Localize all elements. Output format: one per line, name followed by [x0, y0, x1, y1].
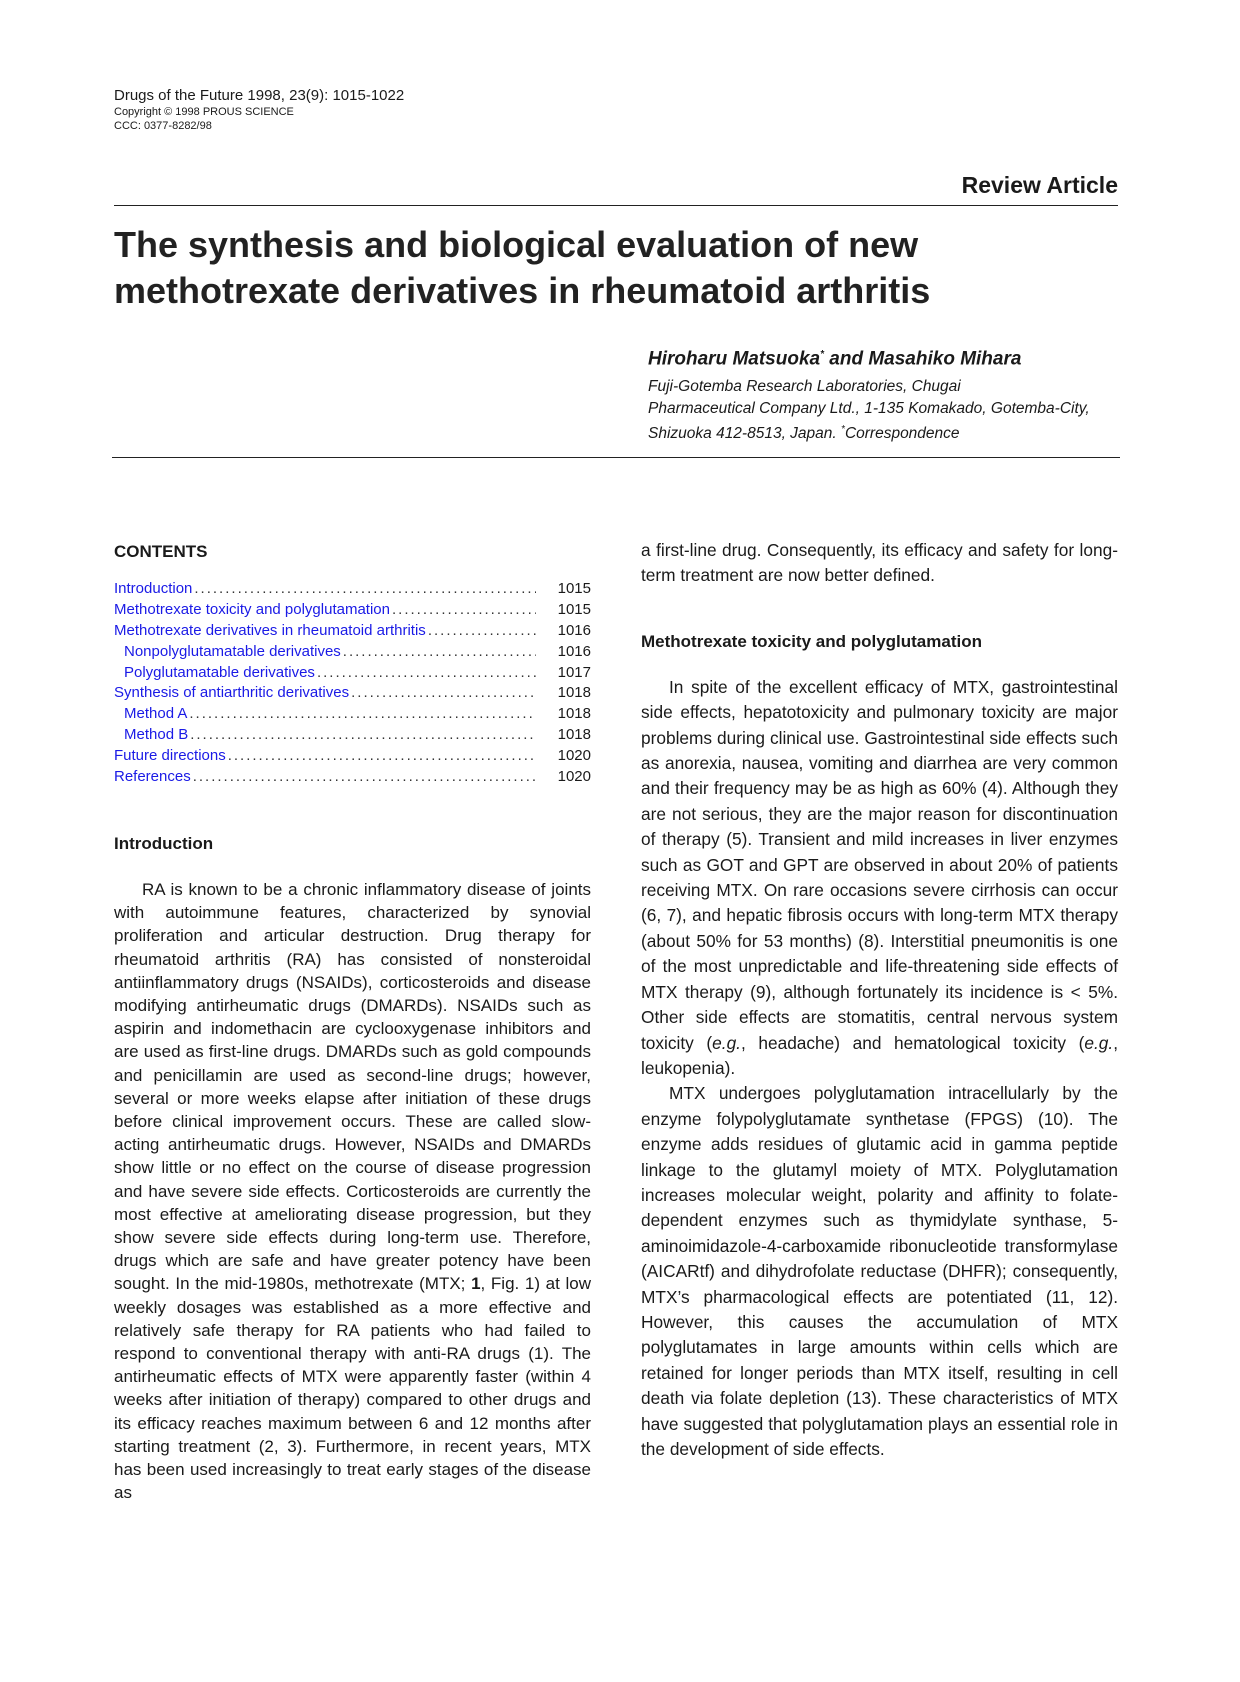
toc-page: 1016 — [557, 621, 591, 639]
author-first: Hiroharu Matsuoka — [648, 348, 821, 370]
toc-leader — [390, 600, 536, 621]
intro-text-1: RA is known to be a chronic inflammatory disease of joints with autoimmune features, characterized by synovial proliferation and articular destruction. Drug therapy for rheumatoid arthritis (RA) has consisted of nonsteroidal antiinflammatory drugs (NSAIDs), corticosteroids and disease modifying antirheumatic drugs (DMARDs). NSAIDs such as aspirin and indomethacin are cyclooxygenase inhibitors and are used as first-line drugs. DMARDs such as gold compounds and penicillamin are used as second-line drugs; however, several or more weeks elapse after initiation of these drugs before clinical improvement occurs. These are called slow-acting antirheumatic drugs. However, NSAIDs and DMARDs show little or no effect on the course of disease progression and have severe side effects. Corticosteroids are currently the most effective at ameliorating disease progression, but they show severe side effects during long-term use. Therefore, drugs which are safe and have greater potency have been sought. In the mid-1980s, methotrexate (MTX; — [114, 879, 591, 1294]
toc-item[interactable] — [114, 683, 591, 704]
toxicity-paragraph-2: MTX undergoes polyglutamation intracellularly by the enzyme folypolyglutamate synthetase (FPGS) (10). The enzyme adds residues of glutamic acid in gamma peptide linkage to the glutamyl moiety of MTX. Polyglutamation increases molecular weight, polarity and affinity to folate-dependent enzymes such as thymidylate synthase, 5-aminoimidazole-4-carboxamide ribonucleotide transformylase (AICARtf) and dihydrofolate reductase (DHFR); consequently, MTX’s pharmacological effects are potentiated (11, 12). However, this causes the accumulation of MTX polyglutamates in large amounts within cells which are retained for longer periods than MTX itself, resulting in cell death via folate depletion (13). These characteristics of MTX have suggested that polyglutamation plays an essential role in the development of side effects. — [641, 1083, 1118, 1459]
journal-info — [114, 86, 404, 133]
title-block-rule — [112, 457, 1120, 458]
toc-link[interactable]: Polyglutamatable derivatives — [124, 663, 315, 681]
table-of-contents — [114, 579, 591, 788]
toc-link[interactable]: Introduction — [114, 580, 193, 597]
toc-leader — [191, 767, 536, 788]
toc-item[interactable] — [114, 579, 591, 600]
introduction-continuation: a first-line drug. Consequently, its efficacy and safety for long-term treatment are now better defined. — [641, 540, 1118, 586]
author-rest: and Masahiko Mihara — [824, 348, 1022, 370]
journal-copyright: Copyright © 1998 PROUS SCIENCE — [114, 106, 294, 118]
toc-item[interactable] — [114, 746, 591, 767]
toc-page: 1020 — [557, 747, 591, 765]
toc-link[interactable]: Method B — [124, 726, 189, 744]
toc-leader — [341, 642, 536, 663]
toc-leader — [192, 579, 536, 600]
toc-link[interactable]: Future directions — [114, 747, 226, 765]
toc-leader — [188, 725, 536, 746]
toc-page: 1016 — [557, 642, 591, 660]
correspondence-marker: * — [820, 349, 824, 360]
toxicity-text-2: , headache) and hematological toxicity ( — [740, 1032, 1085, 1053]
toc-leader — [349, 683, 536, 704]
toc-item[interactable] — [114, 704, 591, 725]
toc-page: 1015 — [557, 580, 591, 597]
toc-page: 1017 — [557, 663, 591, 681]
toc-page: 1015 — [557, 600, 591, 618]
intro-text-2: , Fig. 1) at low weekly dosages was established as a more effective and relatively safe therapy for RA patients who had failed to respond to conventional therapy with anti-RA drugs (1). The antirheumatic effects of MTX were apparently faster (within 4 weeks after initiation of therapy) compared to other drugs and its efficacy reaches maximum between 6 and 12 months after starting treatment (2, 3). Furthermore, in recent years, MTX has been used increasingly to treat early stages of the disease as — [114, 1274, 591, 1503]
toc-item[interactable] — [114, 600, 591, 621]
toc-item[interactable] — [114, 767, 591, 788]
affiliation — [648, 376, 1128, 445]
toc-link[interactable]: Synthesis of antiarthritic derivatives — [114, 684, 350, 702]
toc-leader — [426, 621, 536, 642]
toc-item[interactable] — [114, 642, 591, 663]
toc-item[interactable] — [114, 621, 591, 642]
left-column — [114, 542, 591, 1504]
toc-leader — [315, 663, 536, 684]
toxicity-paragraph-1 — [641, 675, 1118, 1082]
toc-link[interactable]: Nonpolyglutamatable derivatives — [124, 642, 341, 660]
contents-heading: CONTENTS — [114, 542, 208, 561]
header-rule — [114, 205, 1118, 206]
affiliation-address: Shizuoka 412-8513, Japan. — [648, 425, 842, 443]
affiliation-line-2: Pharmaceutical Company Ltd., 1-135 Komakado, Gotemba-City, — [648, 399, 1090, 417]
toc-link[interactable]: Method A — [124, 705, 188, 723]
author-block — [648, 342, 1128, 445]
introduction-paragraph — [114, 878, 591, 1504]
toxicity-text-3: , leukopenia). — [641, 1032, 1119, 1078]
toc-item[interactable] — [114, 663, 591, 684]
journal-ccc: CCC: 0377-8282/98 — [114, 120, 212, 132]
toc-link[interactable]: Methotrexate toxicity and polyglutamation — [114, 600, 390, 618]
introduction-heading: Introduction — [114, 833, 214, 853]
toc-page: 1018 — [557, 726, 591, 744]
toc-page: 1020 — [557, 768, 591, 786]
toc-item[interactable] — [114, 725, 591, 746]
correspondence-marker-2: * — [841, 424, 845, 436]
toxicity-heading: Methotrexate toxicity and polyglutamation — [641, 631, 982, 651]
toc-leader — [187, 704, 536, 725]
eg-2: e.g. — [1084, 1032, 1114, 1053]
affiliation-line-3 — [648, 419, 1128, 445]
eg-1: e.g. — [712, 1032, 741, 1053]
toxicity-text-1: In spite of the excellent efficacy of MTX, gastrointestinal side effects, hepatotoxicity and pulmonary toxicity are major problems during clinical use. Gastrointestinal side effects such as anorexia, nausea, vomiting and diarrhea are very common and their frequency may be as high as 60% (4). Although they are not serious, they are the major reason for discontinuation of therapy (5). Transient and mild increases in liver enzymes such as GOT and GPT are observed in about 20% of patients receiving MTX. On rare occasions severe cirrhosis can occur (6, 7), and hepatic fibrosis occurs with long-term MTX therapy (about 50% for 53 months) (8). Interstitial pneumonitis is one of the most unpredictable and life-threatening side effects of MTX therapy (9), although fortunately its incidence is < 5%. Other side effects are stomatitis, central nervous system toxicity ( — [641, 676, 1118, 1053]
section-label: Review Article — [961, 172, 1118, 198]
toc-page: 1018 — [557, 684, 591, 702]
correspondence-note: Correspondence — [844, 425, 960, 443]
right-column — [641, 542, 1118, 1462]
author-names — [648, 342, 1128, 372]
affiliation-line-1: Fuji-Gotemba Research Laboratories, Chugai — [648, 378, 961, 396]
toc-page: 1018 — [557, 705, 591, 723]
article-title: The synthesis and biological evaluation of new methotrexate derivatives in rheumatoid arthritis — [114, 224, 931, 311]
compound-number: 1 — [471, 1274, 481, 1294]
toc-link[interactable]: Methotrexate derivatives in rheumatoid arthritis — [114, 621, 426, 639]
toc-leader — [226, 746, 536, 767]
journal-citation: Drugs of the Future 1998, 23(9): 1015-1022 — [114, 87, 405, 104]
toc-link[interactable]: References — [114, 768, 191, 786]
